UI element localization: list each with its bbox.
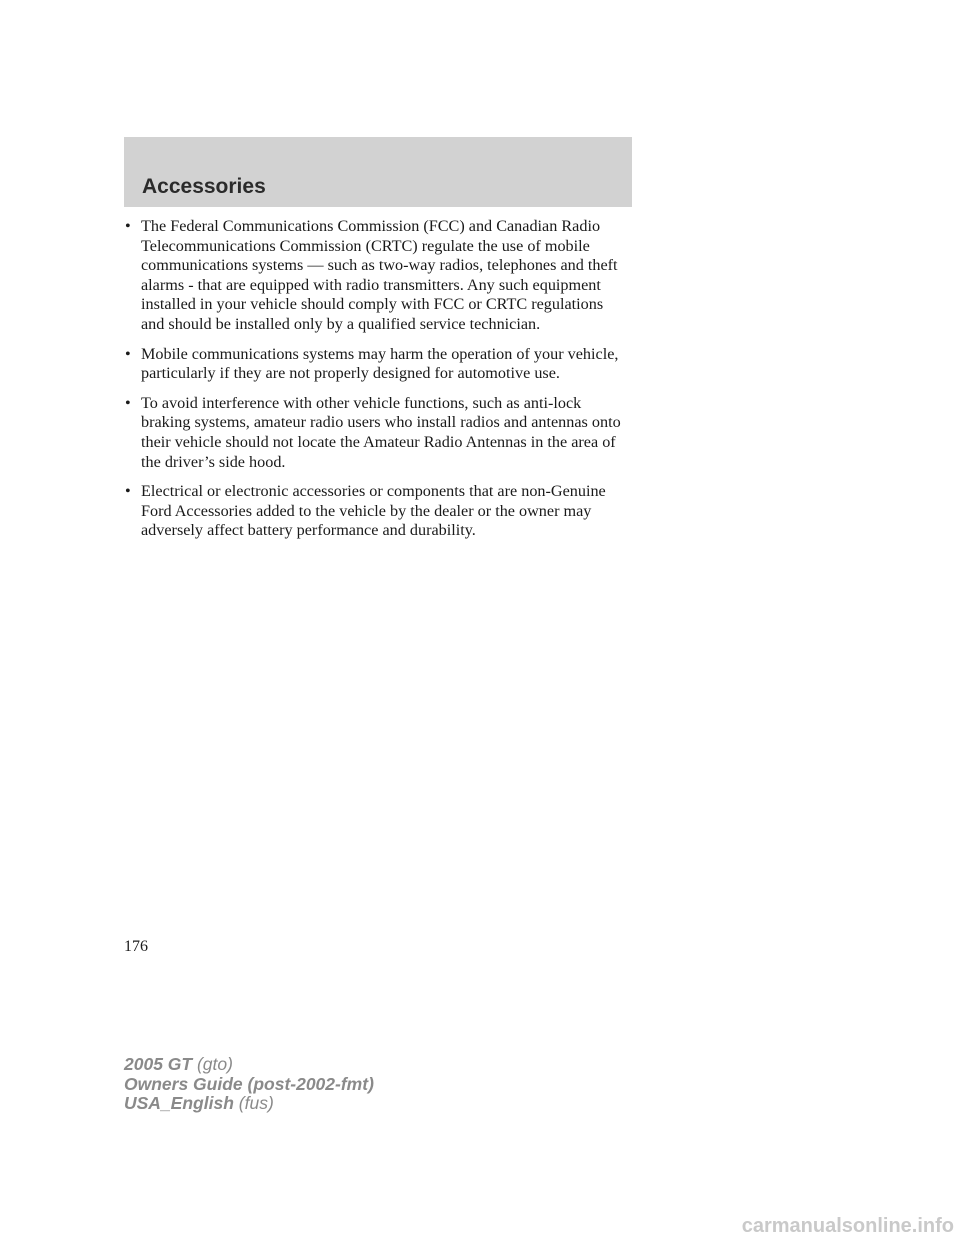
- section-header-bar: [124, 137, 632, 207]
- bullet-item-mobile-systems: [124, 345, 624, 384]
- bullet-text: Electrical or electronic accessories or components that are non-Genuine Ford Accessories added to the vehicle by the dealer or the owner may adversely affect battery performance and durability.: [141, 482, 606, 540]
- bullet-text: Mobile communications systems may harm the operation of your vehicle, particularly if they are not properly designed for automotive use.: [141, 344, 619, 383]
- bullet-icon: •: [125, 393, 131, 412]
- bullet-item-accessories: [124, 482, 624, 541]
- footer-language: USA_English: [124, 1093, 234, 1113]
- watermark: carmanualsonline.info: [741, 1215, 954, 1237]
- bullet-text: To avoid interference with other vehicle functions, such as anti-lock braking systems, amateur radio users who install radios and antennas onto their vehicle should not locate the Amateur Radio Antennas in the area of the driver’s side hood.: [141, 393, 621, 471]
- footer-language-code: (fus): [238, 1093, 274, 1113]
- footer-language-line: [124, 1094, 374, 1114]
- bullet-item-fcc: [124, 217, 624, 335]
- bullet-icon: •: [125, 344, 131, 363]
- footer-guide: Owners Guide (post-2002-fmt): [124, 1073, 374, 1094]
- footer-model-code: (gto): [196, 1054, 233, 1074]
- bullet-text: The Federal Communications Commission (FCC) and Canadian Radio Telecommunications Commission (CRTC) regulate the use of mobile communications systems — such as two-way radios, telephones and theft alarms - that are equipped with radio transmitters. Any such equipment installed in your vehicle should comply with FCC or CRTC regulations and should be installed only by a qualified service technician.: [141, 217, 618, 333]
- document-footer: [124, 1055, 374, 1114]
- footer-model: 2005 GT: [124, 1054, 193, 1074]
- section-title: Accessories: [142, 175, 266, 198]
- page-number: 176: [124, 938, 148, 955]
- bullet-icon: •: [125, 482, 131, 501]
- bullet-icon: •: [125, 217, 131, 235]
- bullet-list: [124, 217, 624, 551]
- bullet-item-interference: [124, 394, 624, 472]
- footer-model-line: [124, 1055, 374, 1075]
